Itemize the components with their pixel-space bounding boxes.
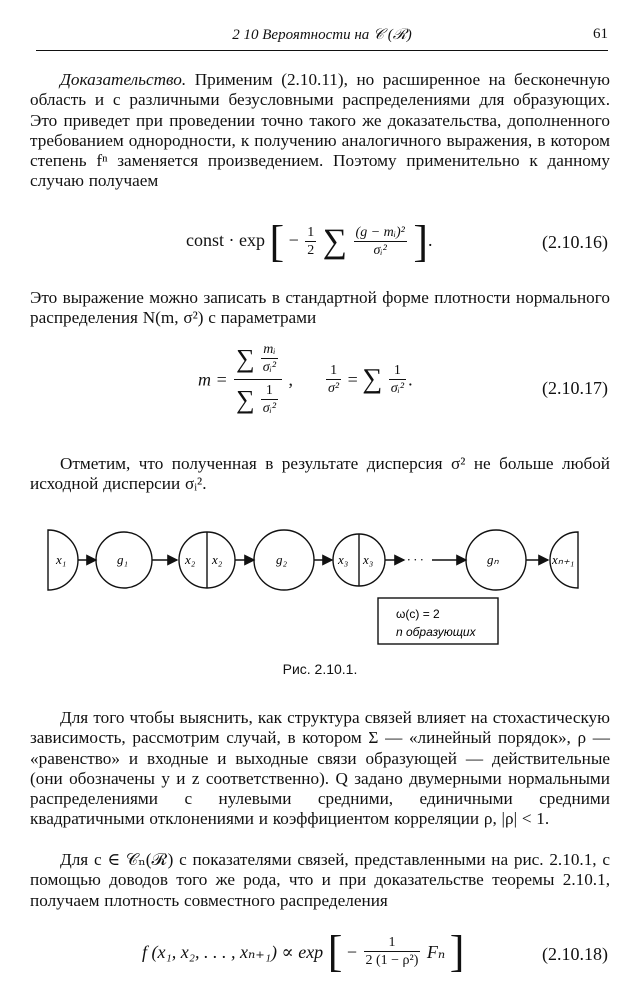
proof-lead: Доказательство. <box>60 70 187 89</box>
eq17-sum: ∑ <box>362 363 383 395</box>
eq16-number: (2.10.16) <box>542 232 608 252</box>
paragraph-variance <box>30 454 610 495</box>
label-x2-right: x₂ <box>212 552 223 567</box>
eq17-comma: , <box>288 369 294 390</box>
paragraph-normal-form <box>30 288 610 329</box>
generator-chain-diagram <box>0 510 640 655</box>
label-x3-left: x₃ <box>338 552 349 567</box>
eq17-equals: = <box>347 369 358 390</box>
label-g1: g₁ <box>117 552 129 567</box>
paragraph-structure <box>30 708 610 830</box>
label-g2: g₂ <box>276 552 288 567</box>
variance-text: Отметим, что полученная в результате дисперсия σ² не больше любой исходной дисперсии σᵢ². <box>30 454 610 494</box>
proof-text: Применим (2.10.11), но расширенное на бесконечную область и с различными безусловными распределениями для образующих. Это приведет при проведении точно такого же доказательства, дополненного требованием однородности, к получению аналогичного выражения, в котором степень fⁿ заменяется произведением. Поэтому применительно к данному случаю получаем <box>30 70 611 191</box>
joint-density-text: Для c ∈ 𝒞ₙ(ℛ) с показателями связей, представленными на рис. 2.10.1, с помощью доводов того же рода, что и при доказательстве теоремы 2.10.1, получаем плотность совместного распределения <box>30 850 610 910</box>
label-x1: x₁ <box>56 552 67 567</box>
eq17-main-fraction: ∑ $\frac{\text{mᵢ}}{\text{σᵢ²}}$ ∑ $\frac{1}{\text{σᵢ²}}$ <box>234 342 282 417</box>
running-header <box>36 26 608 48</box>
label-x2-left: x₂ <box>185 552 196 567</box>
eq16-minus: − <box>288 230 299 251</box>
label-gn: gₙ <box>487 552 499 567</box>
eq16-fraction: $\frac{\text{(g − mᵢ)²}}{\text{σᵢ²}}$ <box>355 225 405 258</box>
eq17-m: m = <box>198 369 228 390</box>
eq18-lhs: f (x₁, x₂, . . . , xₙ₊₁) ∝ exp <box>142 942 324 962</box>
eq18-right-bracket: ] <box>449 927 465 976</box>
label-xn1: xₙ₊₁ <box>552 552 575 567</box>
eq17-inverse-sigma-i: $\frac{1}{\text{σᵢ²}}$ <box>390 362 405 396</box>
eq18-left-bracket: [ <box>327 927 343 976</box>
label-x3-right: x₃ <box>363 552 374 567</box>
structure-text: Для того чтобы выяснить, как структура связей влияет на стохастическую зависимость, рассмотрим случай, в котором Σ — «линейный порядок», ρ — «равенство» и входные и выходные связи образующей — действительные (они обозначены y и z соответственно). Q задано двумерными нормальными распределениями с нулевыми средними, единичными средними квадратичными отклонениями и коэффициентом корреляции ρ, |ρ| < 1. <box>30 708 610 829</box>
eq16-const: const · exp <box>186 230 265 251</box>
eq17-period: . <box>408 369 413 390</box>
eq18-number: (2.10.18) <box>542 944 608 964</box>
eq18-minus: − <box>346 942 357 962</box>
normal-form-text: Это выражение можно записать в стандартной форме плотности нормального распределения N(m, σ²) с параметрами <box>30 288 610 328</box>
eq16-period: . <box>428 230 433 251</box>
eq16-sum: ∑ <box>322 223 348 260</box>
eq16-half: $\frac{1}{2}$ <box>307 225 315 258</box>
legend-line-2: n образующих <box>396 625 476 639</box>
paragraph-joint-density <box>30 850 610 911</box>
eq18-fraction: $\frac{1}{\text{2 (1 − ρ²)}}$ <box>365 935 419 968</box>
paragraph-proof <box>30 70 610 192</box>
eq17-inverse-variance: $\frac{1}{\text{σ²}}$ <box>328 362 340 396</box>
figure-caption: Рис. 2.10.1. <box>282 661 358 677</box>
section-title: 2 10 Вероятности на 𝒞 (ℛ) <box>232 27 412 43</box>
label-dots: · · · <box>407 552 424 567</box>
eq16-left-bracket: [ <box>269 217 285 266</box>
eq16-right-bracket: ] <box>413 217 428 266</box>
equation-2-10-16 <box>186 217 433 266</box>
eq18-fn: Fₙ <box>426 942 446 962</box>
equation-2-10-17 <box>198 342 413 417</box>
header-rule <box>36 50 608 51</box>
eq17-number: (2.10.17) <box>542 378 608 398</box>
legend-line-1: ω(c) = 2 <box>396 607 440 621</box>
page-number: 61 <box>593 26 608 42</box>
equation-2-10-18 <box>142 927 465 976</box>
